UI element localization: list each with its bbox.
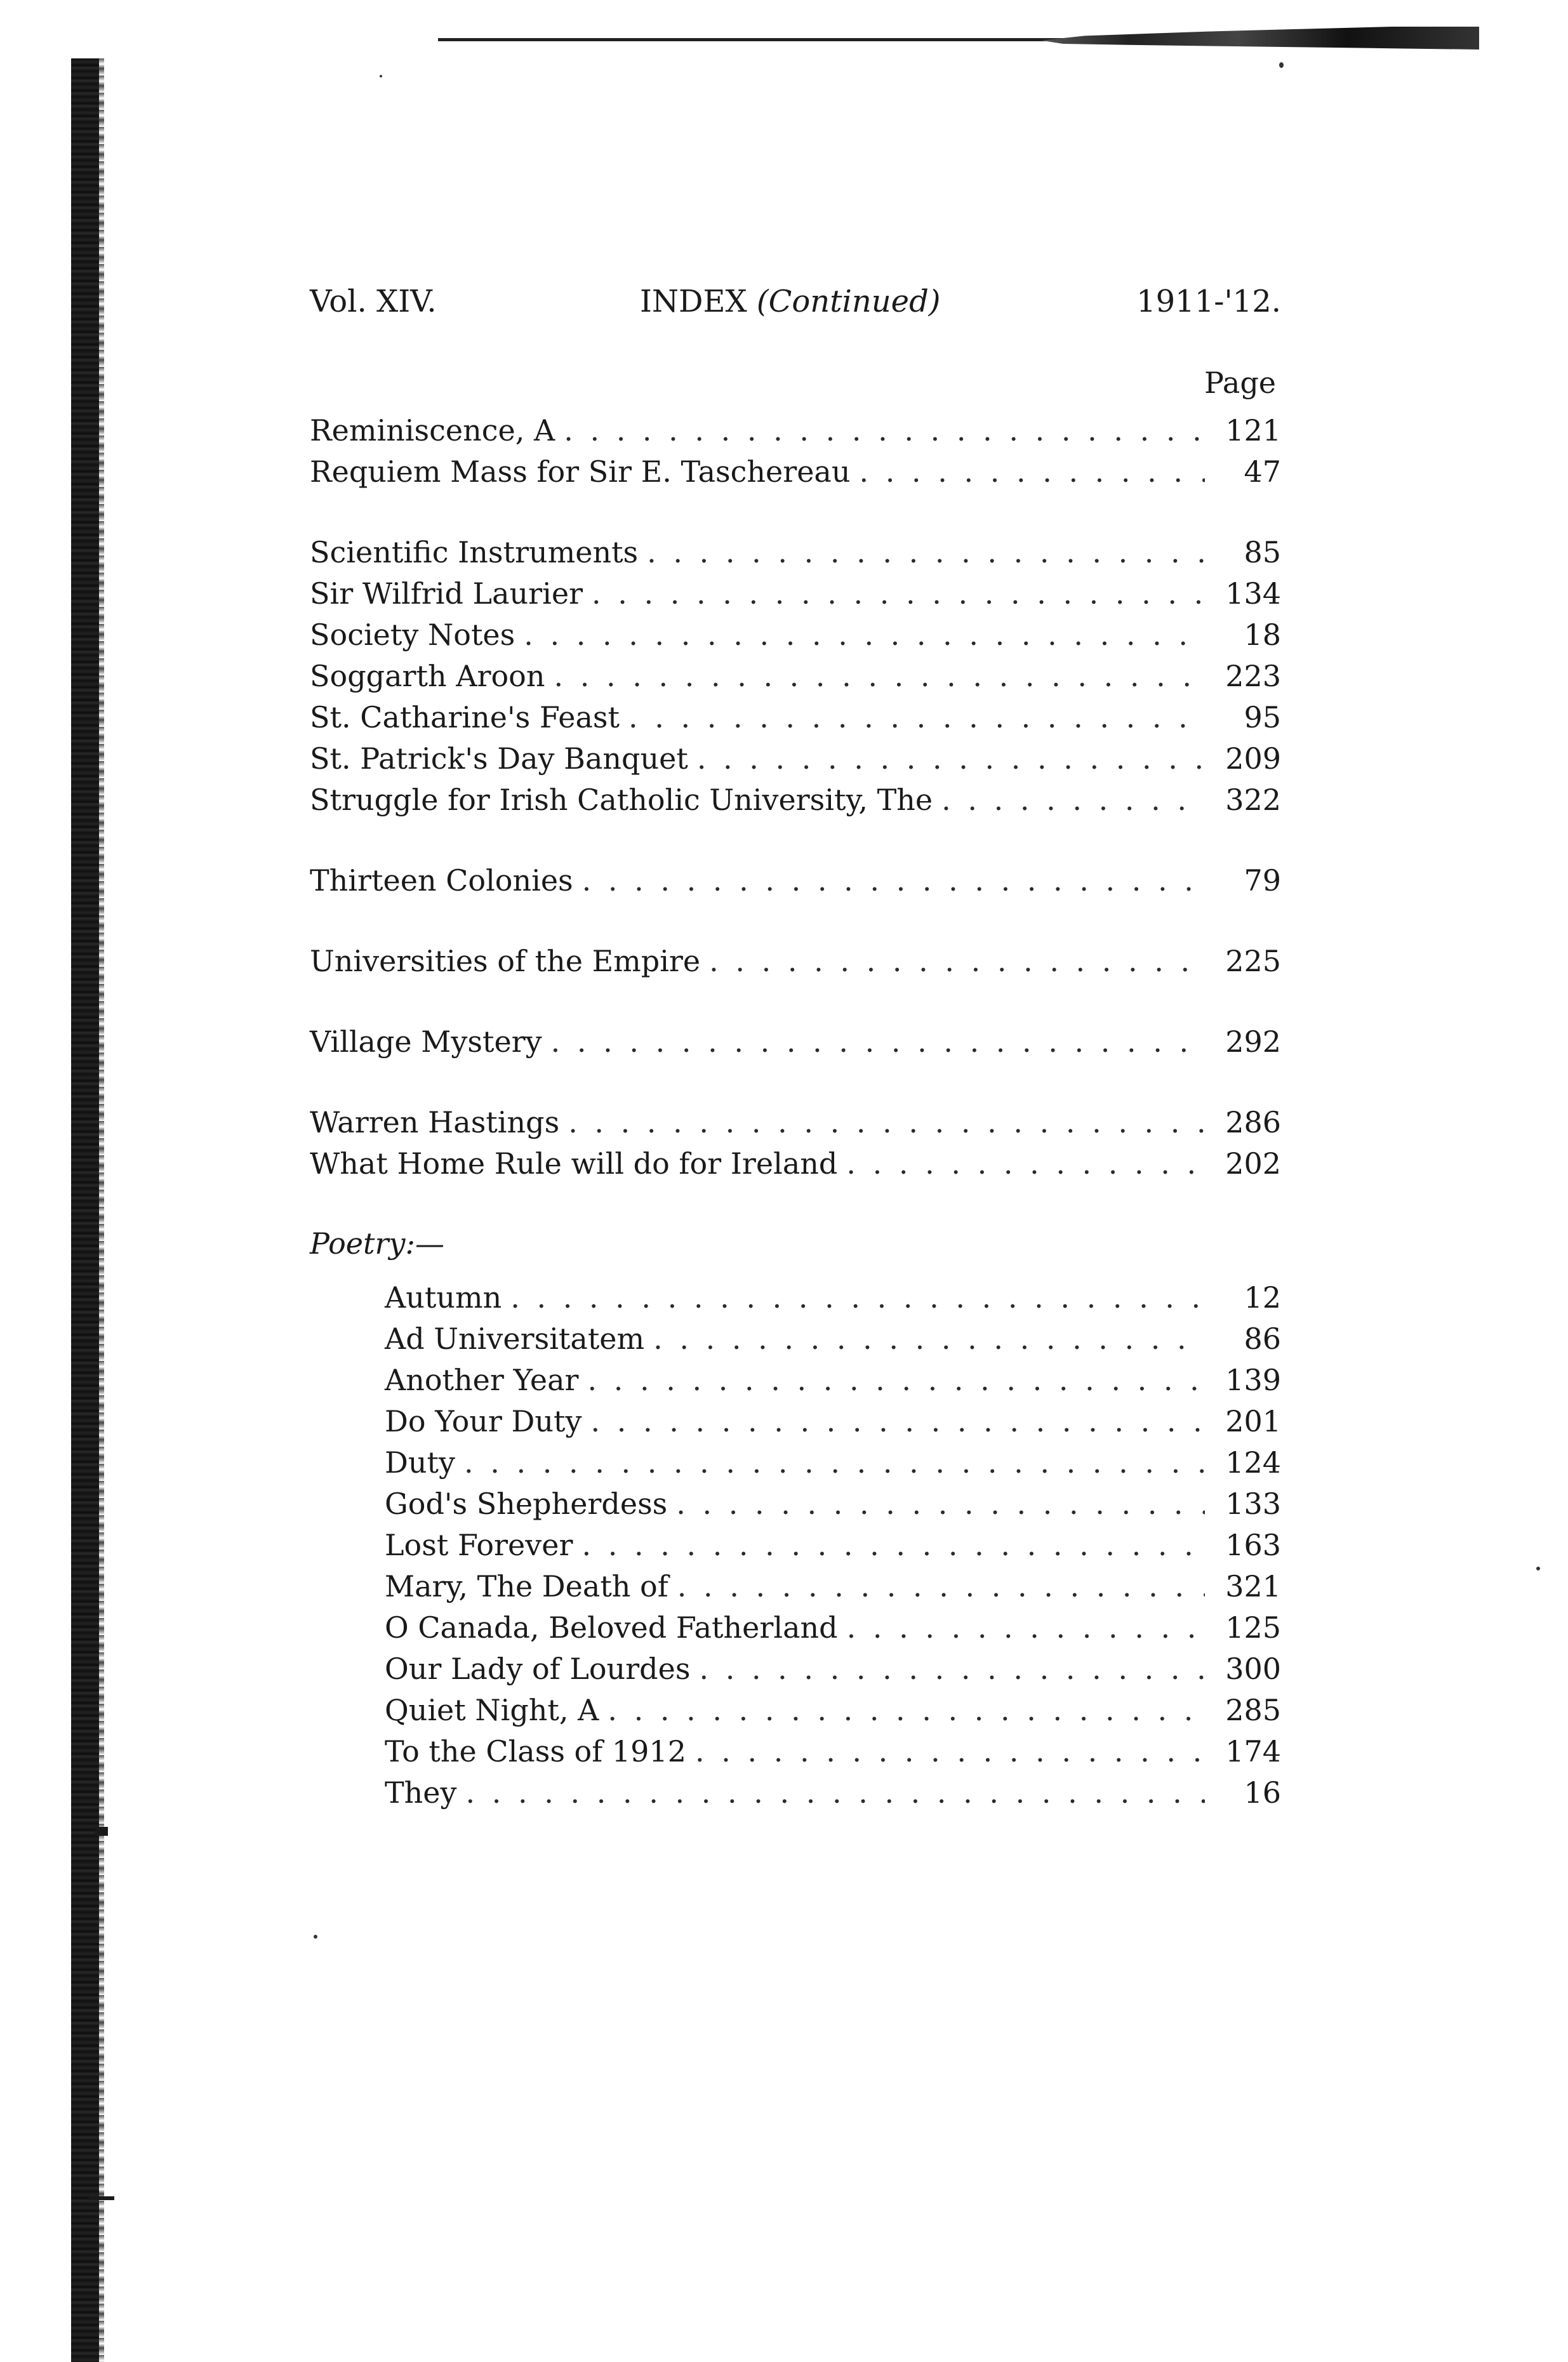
page-speck: [314, 1935, 317, 1939]
entry-title: Do Your Duty: [385, 1404, 582, 1438]
index-entry: [310, 1021, 1281, 1063]
entry-page: 79: [1244, 863, 1281, 898]
entry-title: Sir Wilfrid Laurier: [310, 576, 583, 611]
entry-title: Requiem Mass for Sir E. Taschereau: [310, 454, 851, 489]
index-group-w: [310, 1102, 1281, 1184]
entry-title: To the Class of 1912: [385, 1734, 686, 1768]
entry-page: 86: [1244, 1322, 1281, 1356]
dot-leader: [847, 1607, 1205, 1649]
page-title: [640, 279, 941, 324]
poetry-entry: [385, 1318, 1281, 1360]
entry-title: Struggle for Irish Catholic University, The: [310, 783, 933, 817]
dot-leader: [647, 532, 1205, 573]
index-subtitle: (Continued): [756, 284, 941, 319]
entry-page: 18: [1244, 618, 1281, 652]
entry-title: Scientific Instruments: [310, 535, 639, 569]
entry-page: 223: [1225, 659, 1281, 693]
entry-title: They: [385, 1775, 457, 1810]
entry-page: 292: [1225, 1025, 1281, 1059]
dot-leader: [466, 1772, 1205, 1814]
index-entry: [310, 1143, 1281, 1184]
poetry-entry: [385, 1525, 1281, 1566]
dot-leader: [554, 656, 1205, 697]
entry-title: Warren Hastings: [310, 1105, 560, 1139]
binding-mark: [95, 1827, 108, 1836]
index-entry: [310, 780, 1281, 821]
dot-leader: [677, 1566, 1205, 1607]
entry-page: 121: [1225, 413, 1281, 448]
page-speck: [1536, 1567, 1540, 1570]
page-column-label: Page: [1204, 366, 1276, 400]
entry-page: 300: [1225, 1652, 1281, 1686]
entry-page: 209: [1225, 741, 1281, 776]
index-entry: [310, 697, 1281, 738]
dot-leader: [568, 1102, 1205, 1143]
entry-page: 163: [1225, 1528, 1281, 1562]
poetry-entry: [385, 1277, 1281, 1318]
index-entry: [310, 1102, 1281, 1143]
poetry-entry: [385, 1360, 1281, 1401]
poetry-entry: [385, 1401, 1281, 1442]
entry-page: 202: [1225, 1146, 1281, 1181]
entry-title: Village Mystery: [310, 1025, 542, 1059]
entry-title: Quiet Night, A: [385, 1693, 599, 1727]
entry-title: Autumn: [385, 1280, 502, 1315]
dot-leader: [590, 1401, 1205, 1442]
index-entry: [310, 614, 1281, 656]
poetry-entry: [385, 1649, 1281, 1690]
poetry-entry: [385, 1442, 1281, 1483]
dot-leader: [464, 1442, 1205, 1483]
entry-title: Reminiscence, A: [310, 413, 555, 448]
entry-title: Duty: [385, 1445, 455, 1480]
entry-title: O Canada, Beloved Fatherland: [385, 1610, 838, 1645]
top-rule-thin: [438, 38, 1073, 41]
dot-leader: [608, 1690, 1205, 1731]
top-rule: [438, 24, 1479, 52]
index-entry: [310, 410, 1281, 451]
entry-page: 125: [1225, 1610, 1281, 1645]
dot-leader: [859, 451, 1205, 493]
poetry-entry: [385, 1772, 1281, 1814]
index-entry: [310, 451, 1281, 493]
dot-leader: [941, 780, 1205, 821]
top-rule-thick: [1041, 27, 1479, 50]
entry-page: 321: [1225, 1569, 1281, 1603]
index-group-r: [310, 410, 1281, 493]
entry-page: 139: [1225, 1363, 1281, 1397]
poetry-entry: [385, 1566, 1281, 1607]
index-entry: [310, 532, 1281, 573]
dot-leader: [592, 573, 1205, 614]
index-group-s: [310, 532, 1281, 821]
index-title: INDEX: [640, 284, 747, 319]
volume-number: Vol. XIV.: [310, 284, 437, 319]
entry-page: 201: [1225, 1404, 1281, 1438]
page-speck: [1279, 62, 1284, 68]
entry-title: St. Patrick's Day Banquet: [310, 741, 688, 776]
dot-leader: [582, 860, 1205, 901]
index-entry: [310, 860, 1281, 901]
entry-page: 285: [1225, 1693, 1281, 1727]
entry-page: 47: [1244, 454, 1281, 489]
entry-title: Thirteen Colonies: [310, 863, 573, 898]
entry-title: St. Catharine's Feast: [310, 700, 620, 734]
entry-title: Soggarth Aroon: [310, 659, 545, 693]
dot-leader: [524, 614, 1205, 656]
entry-title: Another Year: [385, 1363, 579, 1397]
entry-title: Ad Universitatem: [385, 1322, 645, 1356]
volume-year: 1911-'12.: [1136, 284, 1281, 319]
entry-title: Society Notes: [310, 618, 515, 652]
poetry-entry: [385, 1731, 1281, 1772]
entry-page: 95: [1244, 700, 1281, 734]
dot-leader: [653, 1318, 1205, 1360]
entry-title: Lost Forever: [385, 1528, 573, 1562]
dot-leader: [510, 1277, 1205, 1318]
dot-leader: [695, 1731, 1205, 1772]
page-binding-edge: [71, 58, 100, 2362]
poetry-list: [385, 1277, 1281, 1814]
index-entry: [310, 656, 1281, 697]
index-group-v: [310, 1021, 1281, 1063]
index-list: [310, 410, 1281, 1814]
entry-title: Universities of the Empire: [310, 944, 701, 978]
entry-page: 85: [1244, 535, 1281, 569]
entry-page: 12: [1244, 1280, 1281, 1315]
entry-page: 16: [1244, 1775, 1281, 1810]
index-entry: [310, 573, 1281, 614]
poetry-entry: [385, 1483, 1281, 1525]
entry-page: 174: [1225, 1734, 1281, 1768]
dot-leader: [628, 697, 1205, 738]
index-group-t: [310, 860, 1281, 901]
entry-page: 322: [1225, 783, 1281, 817]
entry-title: What Home Rule will do for Ireland: [310, 1146, 838, 1181]
dot-leader: [588, 1360, 1206, 1401]
entry-page: 124: [1225, 1445, 1281, 1480]
dot-leader: [676, 1483, 1205, 1525]
entry-page: 134: [1225, 576, 1281, 611]
entry-page: 133: [1225, 1487, 1281, 1521]
binding-mark: [89, 2196, 114, 2200]
dot-leader: [581, 1525, 1205, 1566]
dot-leader: [846, 1143, 1205, 1184]
entry-page: 286: [1225, 1105, 1281, 1139]
poetry-entry: [385, 1607, 1281, 1649]
dot-leader: [709, 941, 1205, 982]
dot-leader: [551, 1021, 1205, 1063]
poetry-entry: [385, 1690, 1281, 1731]
dot-leader: [697, 738, 1205, 780]
dot-leader: [699, 1649, 1205, 1690]
entry-title: God's Shepherdess: [385, 1487, 668, 1521]
page-speck: [380, 75, 382, 77]
poetry-heading: Poetry:—: [310, 1226, 444, 1261]
page-binding-fringe: [99, 58, 104, 2362]
running-header: [310, 279, 1281, 324]
index-entry: [310, 738, 1281, 780]
entry-page: 225: [1225, 944, 1281, 978]
entry-title: Our Lady of Lourdes: [385, 1652, 691, 1686]
entry-title: Mary, The Death of: [385, 1569, 668, 1603]
index-group-u: [310, 941, 1281, 982]
dot-leader: [564, 410, 1205, 451]
index-entry: [310, 941, 1281, 982]
